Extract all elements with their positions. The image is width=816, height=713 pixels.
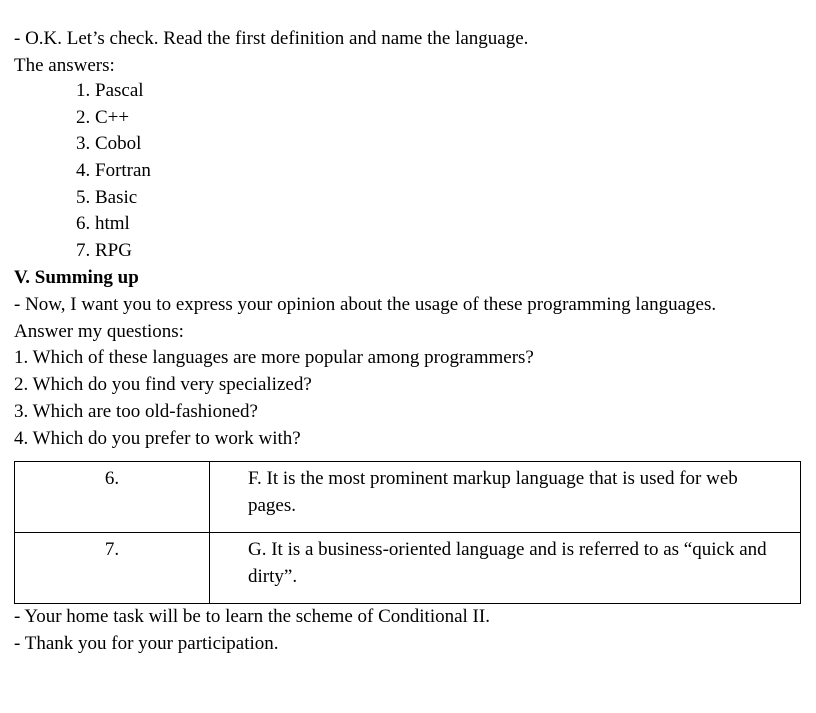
list-item: 1. Pascal [76, 80, 144, 101]
list-item: 2. C++ [76, 106, 130, 128]
list-item: 5. Basic [76, 186, 138, 208]
table-row [15, 533, 801, 604]
thanks-text: - Thank you for your participation. [14, 633, 279, 654]
questions-label: Answer my questions: [14, 321, 184, 342]
intro-text: - O.K. Let’s check. Read the first definition and name the language. [14, 28, 529, 49]
list-item: 3. Cobol [76, 133, 142, 155]
question-item: 1. Which of these languages are more popular among programmers? [14, 347, 534, 368]
definitions-table [14, 461, 801, 604]
question-item: 4. Which do you prefer to work with? [14, 428, 301, 449]
answers-label: The answers: [14, 55, 115, 76]
answers-list [76, 80, 151, 267]
table-cell-definition: F. It is the most prominent markup language that is used for web pages. [210, 462, 801, 533]
table-cell-number: 7. [15, 533, 210, 604]
opinion-prompt: - Now, I want you to express your opinion about the usage of these programming languages. [14, 294, 717, 315]
list-item: 4. Fortran [76, 160, 151, 182]
table-cell-number: 6. [15, 462, 210, 533]
section-heading: V. Summing up [14, 267, 139, 288]
home-task-text: - Your home task will be to learn the scheme of Conditional II. [14, 606, 490, 627]
list-item: 7. RPG [76, 240, 132, 262]
question-item: 3. Which are too old-fashioned? [14, 401, 258, 422]
list-item: 6. html [76, 213, 130, 235]
table-row [15, 462, 801, 533]
question-item: 2. Which do you find very specialized? [14, 374, 312, 395]
table-cell-definition: G. It is a business-oriented language and is referred to as “quick and dirty”. [210, 533, 801, 604]
